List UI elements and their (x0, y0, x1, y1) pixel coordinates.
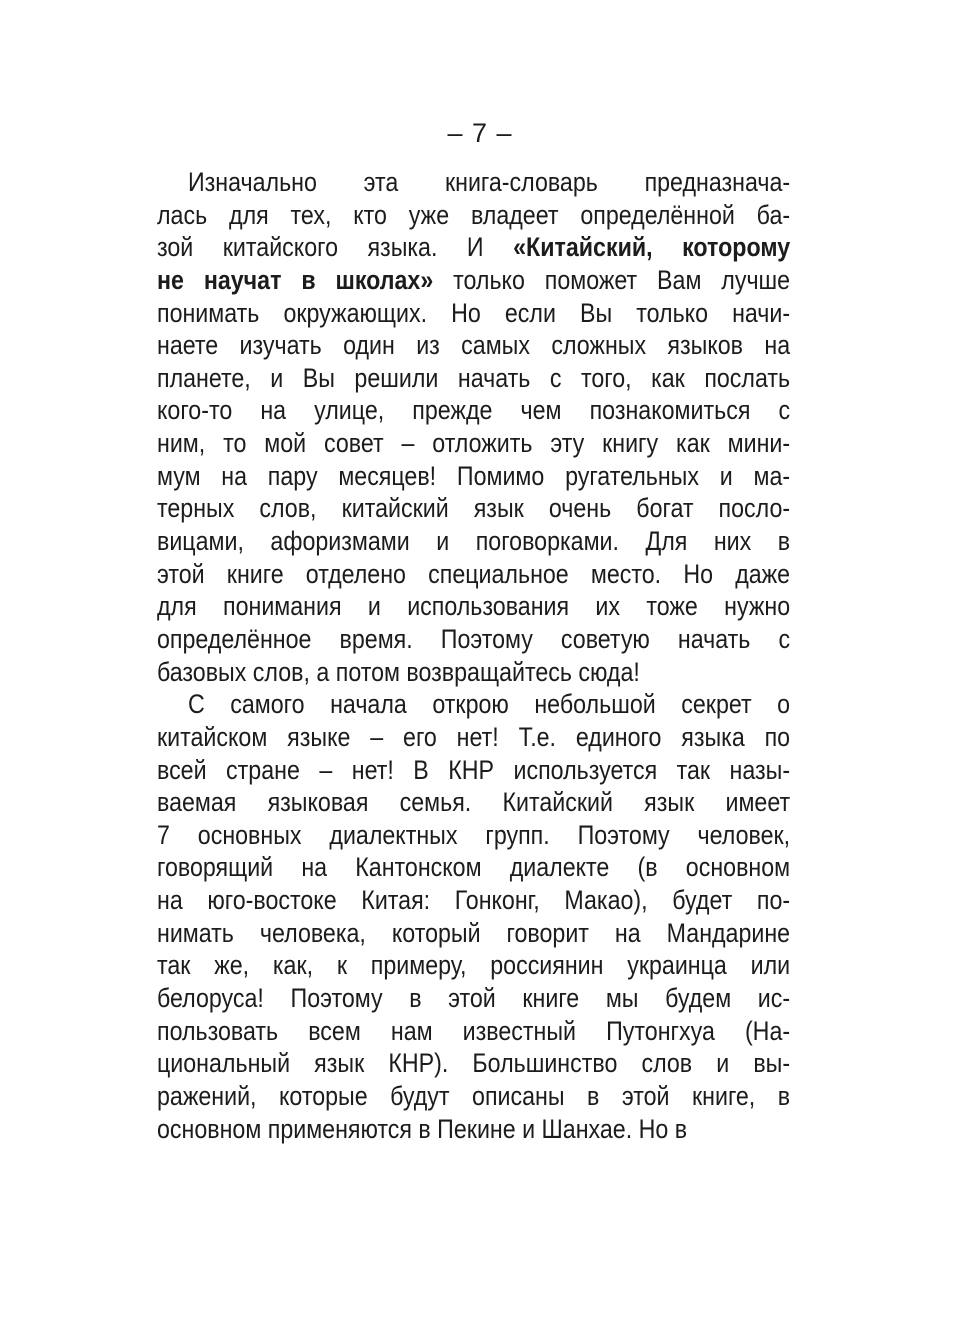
line-text: ваемая языковая семья. Китайский язык имеет (157, 787, 791, 818)
line-text: кого-то на улице, прежде чем познакомиться с (157, 395, 791, 426)
line-text: говорящий на Кантонском диалекте (в основном (157, 852, 791, 883)
text-line (157, 1080, 790, 1113)
body-text (157, 166, 790, 1145)
line-text: ражений, которые будут описаны в этой книге, в (157, 1080, 791, 1111)
text-line (157, 492, 790, 525)
text-line (157, 949, 790, 982)
line-text: С самого начала открою небольшой секрет о (187, 689, 791, 720)
text-line (157, 1047, 790, 1080)
text-line (157, 656, 790, 689)
page-number: – 7 – (447, 118, 513, 148)
text-line (157, 199, 790, 232)
text-line (157, 623, 790, 656)
text-line (157, 851, 790, 884)
text-line (157, 166, 790, 199)
line-text: так же, как, к примеру, россиянин украинца или (157, 950, 791, 981)
text-line (157, 394, 790, 427)
text-line (157, 525, 790, 558)
line-text: пользовать всем нам известный Путонгхуа (На- (157, 1015, 791, 1046)
line-text: основном применяются в Пекине и Шанхае. Но в (157, 1113, 688, 1144)
book-title-emphasis: «Китайский, которому (513, 232, 791, 263)
text-line (157, 264, 790, 297)
text-line (157, 427, 790, 460)
line-text: лась для тех, кто уже владеет определённой ба- (157, 199, 791, 230)
line-text: зой китайского языка. И (157, 232, 514, 263)
line-text: Изначально эта книга-словарь предназнача- (187, 167, 791, 197)
text-line (157, 297, 790, 330)
text-line (157, 819, 790, 852)
text-line (157, 460, 790, 493)
line-text: 7 основных диалектных групп. Поэтому человек, (157, 819, 791, 850)
text-line (157, 786, 790, 819)
line-text: белоруса! Поэтому в этой книге мы будем ис- (157, 983, 791, 1014)
text-line (157, 917, 790, 950)
text-line (157, 884, 790, 917)
line-text: мум на пару месяцев! Помимо ругательных и ма- (157, 460, 791, 491)
text-line (157, 1015, 790, 1048)
paragraph (157, 166, 790, 688)
text-line (157, 558, 790, 591)
line-text: наете изучать один из самых сложных языков на (157, 330, 791, 361)
text-line (157, 590, 790, 623)
line-text: определённое время. Поэтому советую начать с (157, 623, 791, 654)
line-text: всей стране – нет! В КНР используется так назы- (157, 754, 791, 785)
line-text: понимать окружающих. Но если Вы только начи- (157, 297, 791, 328)
line-text: только поможет Вам лучше (433, 264, 791, 295)
paragraph (157, 688, 790, 1145)
line-text: базовых слов, а потом возвращайтесь сюда! (157, 656, 640, 687)
text-line (157, 982, 790, 1015)
line-text: нимать человека, который говорит на Мандарине (157, 917, 791, 948)
text-line (157, 329, 790, 362)
line-text: на юго-востоке Китая: Гонконг, Макао), будет по- (157, 885, 791, 916)
book-title-emphasis: не научат в школах» (157, 264, 434, 295)
line-text: вицами, афоризмами и поговорками. Для них в (157, 526, 791, 557)
line-text: ним, то мой совет – отложить эту книгу как мини- (157, 428, 791, 459)
line-text: китайском языке – его нет! Т.е. единого языка по (157, 721, 791, 752)
text-line (157, 1113, 790, 1146)
line-text: этой книге отделено специальное место. Но даже (157, 558, 791, 589)
text-line (157, 721, 790, 754)
line-text: планете, и Вы решили начать с того, как послать (157, 362, 791, 393)
line-text: циональный язык КНР). Большинство слов и вы- (157, 1048, 791, 1079)
line-text: для понимания и использования их тоже нужно (157, 591, 791, 622)
text-line (157, 754, 790, 787)
line-text: терных слов, китайский язык очень богат посло- (157, 493, 791, 524)
text-line (157, 362, 790, 395)
text-line (157, 231, 790, 264)
text-line (157, 688, 790, 721)
